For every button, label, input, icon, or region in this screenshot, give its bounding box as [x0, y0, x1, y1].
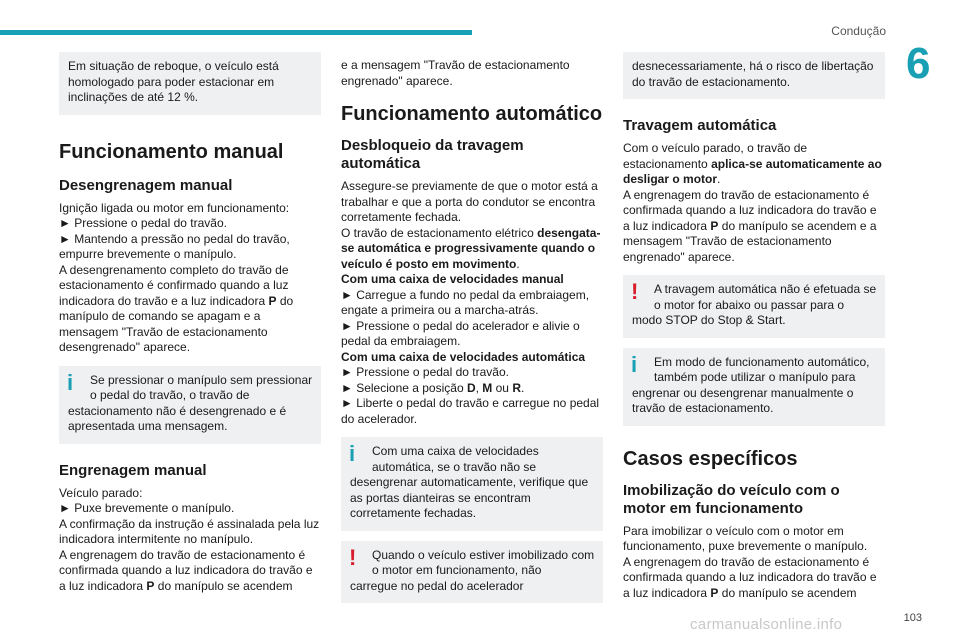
step: ► Pressione o pedal do acelerador e alivie o pedal da embraiagem.	[341, 318, 580, 348]
paragraph: O travão de estacionamento elétrico desengata-se automática e progressivamente quando o veículo é posto em movimento.	[341, 225, 601, 271]
warning-icon: !	[631, 279, 639, 304]
info-box: i Em modo de funcionamento automático, também pode utilizar o manípulo para engrenar ou desengrenar manualmente o travão de estacionamento.	[623, 348, 885, 426]
column-1	[59, 52, 321, 594]
paragraph: Veículo parado:	[59, 485, 143, 500]
note-text: Em situação de reboque, o veículo está homologado para poder estacionar em inclinações de até 12 %.	[68, 59, 279, 104]
paragraph: A desengrenamento completo do travão de estacionamento é confirmado quando a luz indicadora do travão e a luz indicadora P do manípulo de comando se apagam e a mensagem "Travão de estacionamento desengrenado" aparece.	[59, 262, 294, 354]
info-box: i Com uma caixa de velocidades automática, se o travão não se desengrenar automaticamente, verifique que as portas dianteiras se encontram corretamente fechadas.	[341, 437, 603, 531]
warning-icon: !	[349, 544, 357, 570]
warning-box: ! Quando o veículo estiver imobilizado com o motor em funcionamento, não carregue no pedal do acelerador	[341, 541, 603, 604]
note-text: desnecessariamente, há o risco de libertação do travão de estacionamento.	[632, 59, 874, 89]
step: ► Pressione o pedal do travão.	[59, 216, 227, 230]
column-3	[623, 52, 885, 601]
paragraph: e a mensagem "Travão de estacionamento engrenado" aparece.	[341, 58, 570, 88]
step: ► Liberte o pedal do travão e carregue no pedal do acelerador.	[341, 396, 600, 426]
paragraph: Com o veículo parado, o travão de estacionamento aplica-se automaticamente ao desligar o motor.	[623, 141, 882, 186]
heading-imobilizacao: Imobilização do veículo com o motor em funcionamento	[623, 481, 840, 517]
manual-gearbox-label: Com uma caixa de velocidades manual	[341, 272, 564, 286]
note-box	[59, 52, 321, 115]
heading-manual: Funcionamento manual	[59, 140, 284, 163]
paragraph: A engrenagem do travão de estacionamento é confirmada quando a luz indicadora do travão e a luz indicadora P do manípulo se acendem	[623, 554, 877, 600]
info-icon: i	[67, 369, 74, 395]
column-2	[341, 58, 603, 603]
warning-box: ! A travagem automática não é efetuada se o motor for abaixo ou passar para o modo STOP do Stop & Start.	[623, 275, 885, 338]
info-box: i Se pressionar o manípulo sem pressionar o pedal do travão, o travão de estacionamento não é desengrenado e é apresentada uma mensagem.	[59, 366, 321, 444]
step: ► Carregue a fundo no pedal da embraiagem, engate a primeira ou a marcha-atrás.	[341, 287, 590, 317]
paragraph: Assegure-se previamente de que o motor está a trabalhar e que a porta do condutor se encontra corretamente fechada.	[341, 179, 598, 224]
heading-travagem: Travagem automática	[623, 117, 777, 134]
header-accent-bar	[0, 30, 472, 35]
watermark: carmanualsonline.info	[690, 616, 843, 633]
step: ► Selecione a posição D, M ou R.	[341, 380, 525, 395]
step: ► Mantendo a pressão no pedal do travão, empurre brevemente o manípulo.	[59, 231, 290, 261]
heading-desengrenagem: Desengrenagem manual	[59, 176, 233, 194]
heading-casos: Casos específicos	[623, 447, 798, 470]
heading-desbloqueio: Desbloqueio da travagem automática	[341, 137, 524, 172]
paragraph: A engrenagem do travão de estacionamento é confirmada quando a luz indicadora do travão e a luz indicadora P do manípulo se acendem	[59, 547, 313, 593]
paragraph: A engrenagem do travão de estacionamento é confirmada quando a luz indicadora do travão e a luz indicadora P do manípulo se acendem e a mensagem "Travão de estacionamento engrenado" aparece.	[623, 187, 877, 264]
page-number: 103	[903, 612, 922, 624]
paragraph: Ignição ligada ou motor em funcionamento:	[59, 200, 290, 215]
info-icon: i	[631, 351, 638, 377]
paragraph: Para imobilizar o veículo com o motor em funcionamento, puxe brevemente o manípulo.	[623, 523, 868, 553]
step: ► Pressione o pedal do travão.	[341, 365, 509, 379]
chapter-number: 6	[906, 39, 931, 88]
running-head: Condução	[831, 24, 886, 38]
heading-engrenagem: Engrenagem manual	[59, 461, 207, 479]
auto-gearbox-label: Com uma caixa de velocidades automática	[341, 349, 586, 364]
heading-automatico: Funcionamento automático	[341, 103, 603, 125]
note-box	[623, 52, 885, 99]
step: ► Puxe brevemente o manípulo.	[59, 501, 235, 515]
paragraph: A confirmação da instrução é assinalada pela luz indicadora intermitente no manípulo.	[59, 516, 320, 546]
info-icon: i	[349, 441, 356, 466]
p-letter: P	[268, 293, 277, 308]
